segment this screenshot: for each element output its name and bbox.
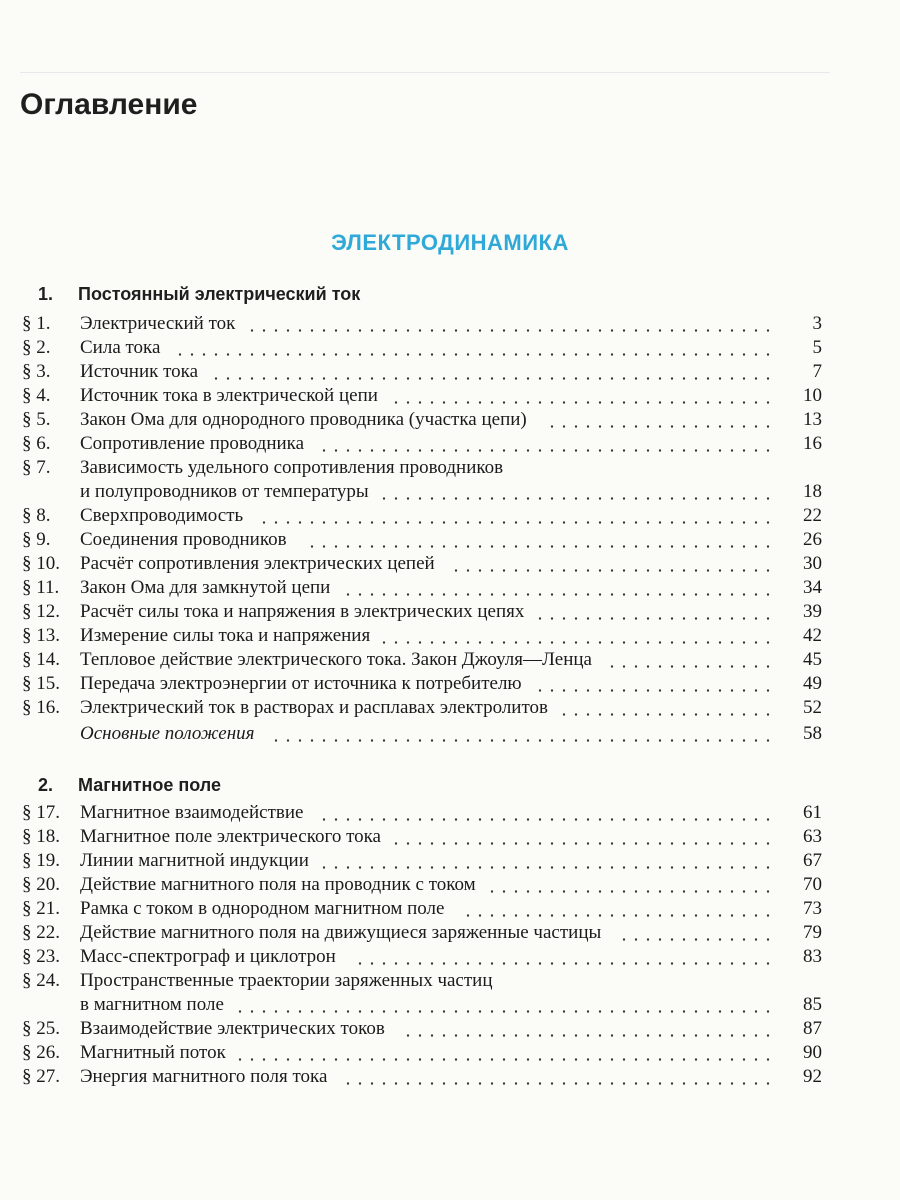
- page-number: 13: [803, 409, 822, 430]
- page-number: 63: [803, 826, 822, 847]
- section-number: § 8.: [22, 505, 51, 526]
- section-title: Сила тока: [80, 337, 161, 358]
- section-title: Пространственные траектории заряженных частиц: [80, 970, 493, 991]
- section-number: § 1.: [22, 313, 51, 334]
- section-number: § 11.: [22, 577, 60, 598]
- section-title: Закон Ома для однородного проводника (участка цепи): [80, 409, 527, 430]
- section-number: § 21.: [22, 898, 60, 919]
- page-number: 49: [803, 673, 822, 694]
- page-number: 16: [803, 433, 822, 454]
- section-title: Зависимость удельного сопротивления проводников: [80, 457, 504, 478]
- section-number: § 5.: [22, 409, 51, 430]
- section-number: § 26.: [22, 1042, 60, 1063]
- toc-entry: [22, 849, 822, 873]
- dot-leader: [318, 818, 774, 821]
- section-title: Расчёт сопротивления электрических цепей: [80, 553, 435, 574]
- dot-leader: [606, 665, 774, 668]
- page-number: 90: [803, 1042, 822, 1063]
- section-title: Магнитное взаимодействие: [80, 802, 304, 823]
- page-number: 92: [803, 1066, 822, 1087]
- section-title: Линии магнитной индукции: [80, 850, 309, 871]
- dot-leader: [462, 914, 774, 917]
- section-number: § 9.: [22, 529, 51, 550]
- page-number: 87: [803, 1018, 822, 1039]
- toc-entry: [22, 648, 822, 672]
- dot-leader: [450, 569, 774, 572]
- toc-entry: [22, 552, 822, 576]
- dot-leader: [390, 842, 774, 845]
- dot-leader: [546, 425, 774, 428]
- toc-entry: [22, 1065, 822, 1089]
- section-title: Сопротивление проводника: [80, 433, 305, 454]
- section-title: Сверхпроводимость: [80, 505, 244, 526]
- toc-entry: [22, 672, 822, 696]
- toc-summary-entry: [22, 722, 822, 746]
- toc-entry: [22, 945, 822, 969]
- toc-entry: [22, 360, 822, 384]
- chapter-heading: [38, 775, 221, 796]
- page-number: 83: [803, 946, 822, 967]
- dot-leader: [534, 689, 774, 692]
- dot-leader: [618, 938, 774, 941]
- page-number: 45: [803, 649, 822, 670]
- page-number: 39: [803, 601, 822, 622]
- chapter-number: 2.: [38, 775, 54, 795]
- section-title-continued: в магнитном поле: [80, 994, 224, 1015]
- section-title: Расчёт силы тока и напряжения в электрических цепях: [80, 601, 525, 622]
- toc-entry: [22, 873, 822, 897]
- toc-entry: [22, 801, 822, 825]
- dot-leader: [258, 521, 774, 524]
- summary-title: Основные положения: [80, 723, 255, 744]
- page-number: 7: [812, 361, 822, 382]
- toc-entry: [22, 921, 822, 945]
- section-title: Электрический ток: [80, 313, 236, 334]
- toc-chapter-2: [22, 801, 822, 1089]
- section-number: § 23.: [22, 946, 60, 967]
- page-number: 18: [803, 481, 822, 502]
- toc-entry: [22, 1041, 822, 1065]
- page-title: Оглавление: [20, 88, 198, 121]
- chapter-heading: [38, 284, 360, 305]
- section-title: Источник тока: [80, 361, 199, 382]
- section-title-continued: и полупроводников от температуры: [80, 481, 369, 502]
- page-number: 26: [803, 529, 822, 550]
- section-number: § 10.: [22, 553, 60, 574]
- section-number: § 20.: [22, 874, 60, 895]
- toc-entry: [22, 384, 822, 408]
- part-title: ЭЛЕКТРОДИНАМИКА: [331, 230, 569, 255]
- section-title: Источник тока в электрической цепи: [80, 385, 378, 406]
- dot-leader: [534, 617, 774, 620]
- dot-leader: [354, 962, 774, 965]
- page-number: 52: [803, 697, 822, 718]
- toc-entry: [22, 456, 822, 504]
- page-number: 70: [803, 874, 822, 895]
- page-number: 73: [803, 898, 822, 919]
- dot-leader: [270, 739, 774, 742]
- page-number: 5: [812, 337, 822, 358]
- dot-leader: [402, 1034, 774, 1037]
- toc-entry: [22, 897, 822, 921]
- section-title: Магнитное поле электрического тока: [80, 826, 381, 847]
- dot-leader: [234, 1010, 774, 1013]
- bleed-through-rule: [20, 72, 830, 73]
- section-number: § 16.: [22, 697, 60, 718]
- section-number: § 22.: [22, 922, 60, 943]
- section-number: § 6.: [22, 433, 51, 454]
- toc-entry: [22, 504, 822, 528]
- section-title: Передача электроэнергии от источника к потребителю: [80, 673, 522, 694]
- page-number: 85: [803, 994, 822, 1015]
- page-number: 61: [803, 802, 822, 823]
- section-title: Рамка с током в однородном магнитном поле: [80, 898, 445, 919]
- section-number: § 7.: [22, 457, 51, 478]
- chapter-title: Магнитное поле: [78, 775, 221, 795]
- section-title: Магнитный поток: [80, 1042, 226, 1063]
- dot-leader: [342, 1082, 774, 1085]
- page-number: 30: [803, 553, 822, 574]
- section-number: § 27.: [22, 1066, 60, 1087]
- section-number: § 18.: [22, 826, 60, 847]
- toc-entry: [22, 825, 822, 849]
- page-number: 79: [803, 922, 822, 943]
- section-title: Масс-спектрограф и циклотрон: [80, 946, 336, 967]
- section-number: § 13.: [22, 625, 60, 646]
- dot-leader: [486, 890, 774, 893]
- section-title: Соединения проводников: [80, 529, 287, 550]
- toc-entry: [22, 576, 822, 600]
- dot-leader: [378, 497, 774, 500]
- toc-chapter-1: [22, 312, 822, 746]
- page-number: 10: [803, 385, 822, 406]
- page-number: 22: [803, 505, 822, 526]
- section-title: Взаимодействие электрических токов: [80, 1018, 385, 1039]
- section-number: § 24.: [22, 970, 60, 991]
- section-number: § 12.: [22, 601, 60, 622]
- dot-leader: [390, 401, 774, 404]
- toc-entry: [22, 624, 822, 648]
- toc-entry: [22, 336, 822, 360]
- dot-leader: [318, 449, 774, 452]
- section-number: § 15.: [22, 673, 60, 694]
- page-number: 42: [803, 625, 822, 646]
- toc-entry: [22, 528, 822, 552]
- page-number: 67: [803, 850, 822, 871]
- toc-entry: [22, 1017, 822, 1041]
- page-number: 34: [803, 577, 822, 598]
- dot-leader: [234, 1058, 774, 1061]
- toc-entry: [22, 696, 822, 720]
- toc-entry: [22, 408, 822, 432]
- chapter-number: 1.: [38, 284, 54, 304]
- section-title: Энергия магнитного поля тока: [80, 1066, 328, 1087]
- section-title: Электрический ток в растворах и расплавах электролитов: [80, 697, 548, 718]
- section-number: § 4.: [22, 385, 51, 406]
- toc-entry: [22, 969, 822, 1017]
- dot-leader: [246, 329, 774, 332]
- dot-leader: [306, 545, 774, 548]
- dot-leader: [318, 866, 774, 869]
- toc-entry: [22, 312, 822, 336]
- toc-entry: [22, 432, 822, 456]
- section-number: § 25.: [22, 1018, 60, 1039]
- section-number: § 17.: [22, 802, 60, 823]
- section-title: Действие магнитного поля на проводник с током: [80, 874, 476, 895]
- section-number: § 3.: [22, 361, 51, 382]
- dot-leader: [174, 353, 774, 356]
- dot-leader: [558, 713, 774, 716]
- section-title: Действие магнитного поля на движущиеся заряженные частицы: [80, 922, 602, 943]
- section-title: Тепловое действие электрического тока. Закон Джоуля—Ленца: [80, 649, 592, 670]
- dot-leader: [378, 641, 774, 644]
- section-number: § 19.: [22, 850, 60, 871]
- chapter-title: Постоянный электрический ток: [78, 284, 361, 304]
- page-number: 3: [812, 313, 822, 334]
- section-title: Закон Ома для замкнутой цепи: [80, 577, 331, 598]
- section-number: § 14.: [22, 649, 60, 670]
- section-title: Измерение силы тока и напряжения: [80, 625, 371, 646]
- dot-leader: [342, 593, 774, 596]
- toc-entry: [22, 600, 822, 624]
- page-number: 58: [803, 723, 822, 744]
- dot-leader: [210, 377, 774, 380]
- section-number: § 2.: [22, 337, 51, 358]
